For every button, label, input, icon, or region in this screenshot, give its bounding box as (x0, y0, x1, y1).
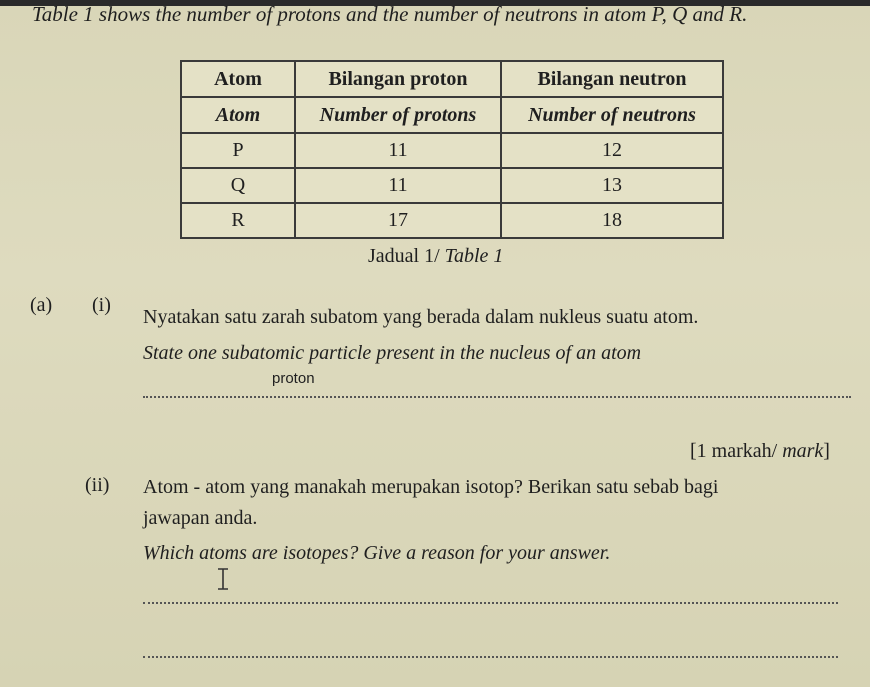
mark-close: ] (823, 440, 830, 462)
header-neutrons-ms: Bilangan neutron (501, 61, 723, 97)
intro-text: Table 1 shows the number of protons and the number of neutrons in atom P, Q and R. (32, 2, 748, 26)
question-a-ii-text-en: Which atoms are isotopes? Give a reason for your answer. (143, 542, 611, 564)
table-caption (368, 245, 503, 268)
proton-neutron-table (180, 60, 724, 239)
answer-line[interactable] (143, 396, 851, 398)
question-a-ii-text-ms-line1: Atom - atom yang manakah merupakan isotop? Berikan satu sebab bagi (143, 476, 719, 498)
cell-neutrons: 18 (501, 203, 723, 238)
table-row (181, 168, 723, 203)
cell-protons: 11 (295, 133, 501, 168)
question-a-i-label: (i) (92, 294, 111, 316)
header-atom-ms: Atom (181, 61, 295, 97)
table-row (181, 203, 723, 238)
mark-ms: [1 markah/ (690, 440, 783, 462)
header-protons-en: Number of protons (295, 97, 501, 133)
table-header-ms (181, 61, 723, 97)
cell-neutrons: 12 (501, 133, 723, 168)
cell-atom: Q (181, 168, 295, 203)
mark-allocation (690, 440, 830, 463)
answer-a-i[interactable]: proton (272, 370, 315, 387)
header-atom-en: Atom (181, 97, 295, 133)
table-row (181, 133, 723, 168)
cell-protons: 17 (295, 203, 501, 238)
caption-ms: Jadual 1/ (368, 245, 445, 267)
question-a-i-text-ms: Nyatakan satu zarah subatom yang berada dalam nukleus suatu atom. (143, 306, 699, 328)
header-protons-ms: Bilangan proton (295, 61, 501, 97)
mark-en: mark (782, 440, 824, 462)
text-cursor-icon (216, 568, 230, 590)
caption-en: Table 1 (444, 245, 504, 267)
answer-line[interactable] (143, 602, 838, 604)
cell-neutrons: 13 (501, 168, 723, 203)
question-a-i-text-en: State one subatomic particle present in the nucleus of an atom (143, 342, 642, 364)
question-a-label: (a) (30, 294, 53, 316)
cell-atom: P (181, 133, 295, 168)
header-neutrons-en: Number of neutrons (501, 97, 723, 133)
cell-atom: R (181, 203, 295, 238)
answer-line[interactable] (143, 656, 838, 658)
table-header-en (181, 97, 723, 133)
question-a-ii-label: (ii) (85, 474, 110, 496)
question-a-ii-text-ms-line2: jawapan anda. (143, 507, 258, 529)
cell-protons: 11 (295, 168, 501, 203)
